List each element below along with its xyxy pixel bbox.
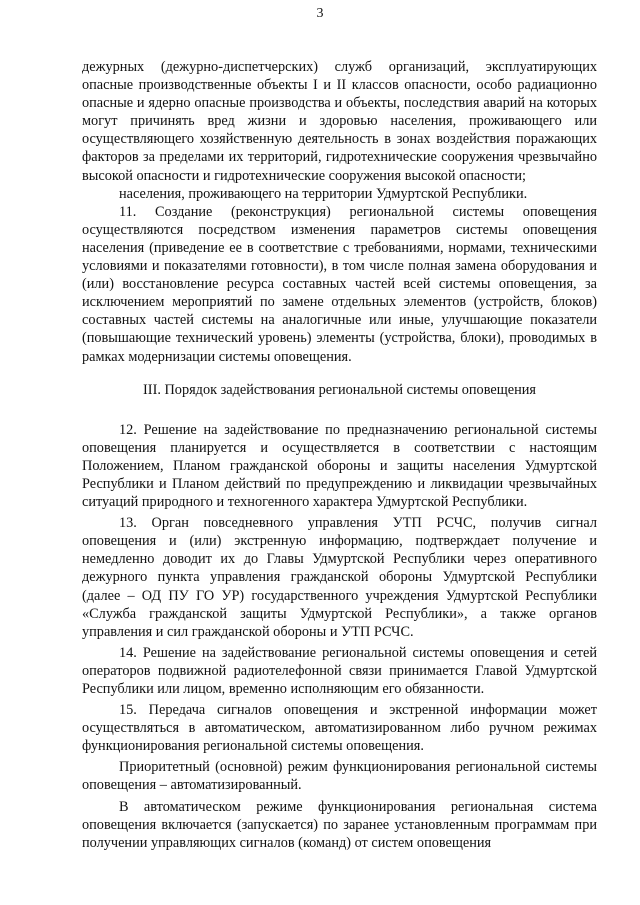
paragraph-13: 13. Орган повседневного управления УТП РСЧС, получив сигнал оповещения и (или) экстренную информацию, подтверждает получение и немедленно доводит их до Главы Удмуртской Республики через оперативного дежурного пункта управления гражданской обороны Удмуртской Республики (далее – ОД ПУ ГО УР) государственного учреждения Удмуртской Республики «Служба гражданской защиты Удмуртской Республики», а также органов управления и сил гражданской обороны и УТП РСЧС. bbox=[82, 515, 597, 640]
paragraph-continuation: дежурных (дежурно-диспетчерских) служб организаций, эксплуатирующих опасные производственные объекты I и II классов опасности, особо радиационно опасные и ядерно опасные производства и объекты, последствия аварий на которых могут причинять вред жизни и здоровью населения, проживающего или осуществляющего хозяйственную деятельность в зонах воздействия поражающих факторов за пределами их территорий, гидротехнические сооружения чрезвычайно высокой опасности и гидротехнические сооружения высокой опасности; bbox=[82, 59, 597, 184]
paragraph-12: 12. Решение на задействование по предназначению региональной системы оповещения планируется и осуществляется в соответствии с настоящим Положением, Планом гражданской обороны и защиты населения Удмуртской Республики и Планом действий по предупреждению и ликвидации чрезвычайных ситуаций природного и техногенного характера Удмуртской Республики. bbox=[82, 421, 597, 511]
paragraph-11: 11. Создание (реконструкция) региональной системы оповещения осуществляются посредством изменения параметров системы оповещения населения (приведение ее в соответствие с требованиями, нормами, техническими условиями и показателями готовности), в том числе полная замена оборудования и (или) восстановление ресурса составных частей всей системы оповещения, за исключением мероприятий по замене отдельных элементов (устройств, блоков) составных частей системы на аналогичные или иные, улучшающие показатели (повышающие технический уровень) элементы (устройства, блоки), проводимых в рамках модернизации системы оповещения. bbox=[82, 203, 597, 365]
paragraph-15: 15. Передача сигналов оповещения и экстренной информации может осуществляться в автоматическом, автоматизированном либо ручном режимах функционирования региональной системы оповещения. bbox=[82, 702, 597, 755]
document-body bbox=[82, 58, 597, 852]
paragraph-population: населения, проживающего на территории Удмуртской Республики. bbox=[119, 185, 528, 202]
page-number: 3 bbox=[316, 6, 324, 21]
paragraph-14: 14. Решение на задействование региональной системы оповещения и сетей операторов подвижной радиотелефонной связи принимается Главой Удмуртской Республики или лицом, временно исполняющим его обязанности. bbox=[82, 644, 597, 697]
paragraph-priority-mode: Приоритетный (основной) режим функционирования региональной системы оповещения – автоматизированный. bbox=[82, 759, 597, 794]
section-heading: III. Порядок задействования региональной системы оповещения bbox=[143, 381, 536, 398]
paragraph-automatic-mode: В автоматическом режиме функционирования региональная система оповещения включается (запускается) по заранее установленным программам при получении управляющих сигналов (команд) от систем оповещения bbox=[82, 798, 597, 851]
